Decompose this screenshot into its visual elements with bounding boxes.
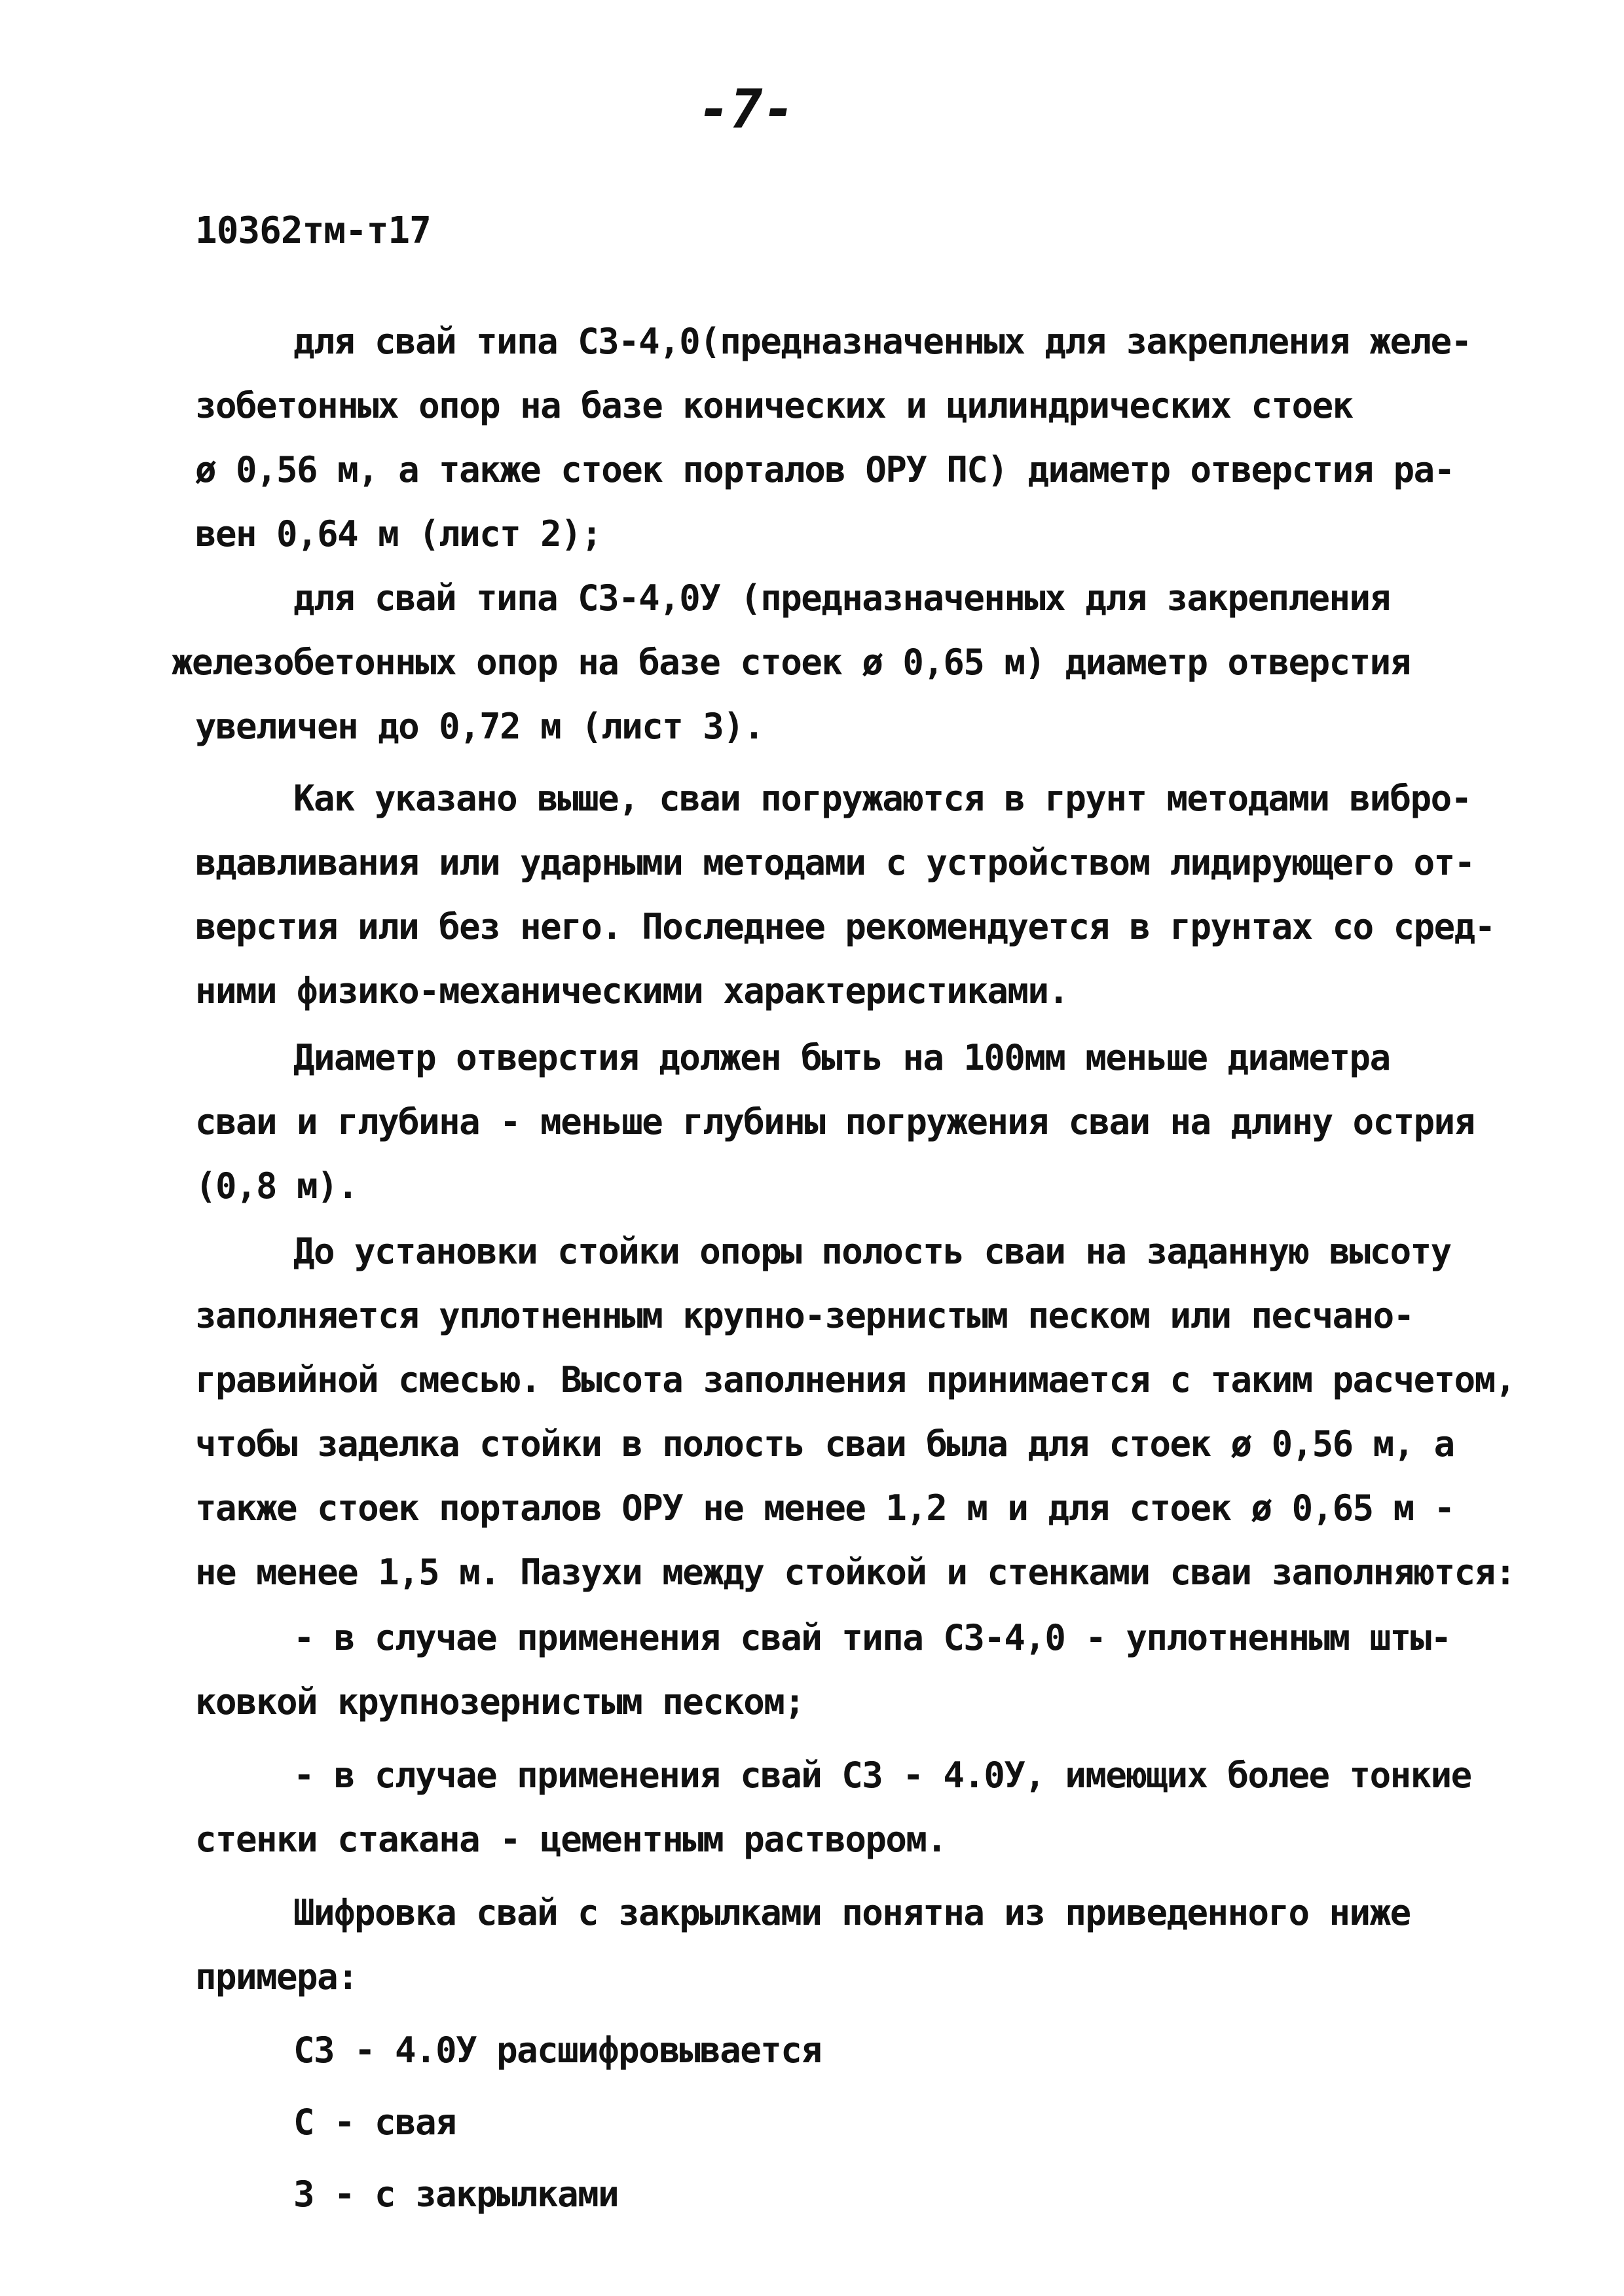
text-line: заполняется уплотненным крупно-зернистым песком или песчано- <box>195 1295 1414 1336</box>
document-code: 10362тм-т17 <box>195 210 431 252</box>
code-legend-item: С - свая <box>293 2102 456 2143</box>
text-line: ø 0,56 м, а также стоек порталов ОРУ ПС) диаметр отверстия ра- <box>195 449 1454 490</box>
text-line: также стоек порталов ОРУ не менее 1,2 м и для стоек ø 0,65 м - <box>195 1487 1454 1529</box>
text-line: Как указано выше, сваи погружаются в грунт методами вибро- <box>293 778 1471 819</box>
code-example: С3 - 4.0У расшифровывается <box>293 2030 822 2071</box>
text-line: ковкой крупнозернистым песком; <box>195 1681 805 1722</box>
text-line: вдавливания или ударными методами с устройством лидирующего от- <box>195 842 1475 883</box>
text-line: Диаметр отверстия должен быть на 100мм меньше диаметра <box>293 1037 1390 1078</box>
text-line: вен 0,64 м (лист 2); <box>195 513 602 555</box>
text-line: гравийной смесью. Высота заполнения принимается с таким расчетом, <box>195 1359 1515 1400</box>
code-legend-item: 3 - с закрылками <box>293 2174 619 2215</box>
text-line: для свай типа С3-4,0(предназначенных для закрепления желе- <box>293 321 1471 362</box>
page-number: -7- <box>697 79 796 141</box>
text-line: Шифровка свай с закрылками понятна из приведенного ниже <box>293 1892 1411 1933</box>
text-line: (0,8 м). <box>195 1165 358 1207</box>
list-item: - в случае применения свай С3 - 4.0У, имеющих более тонкие <box>293 1755 1471 1796</box>
text-line: стенки стакана - цементным раствором. <box>195 1819 947 1860</box>
text-line: не менее 1,5 м. Пазухи между стойкой и стенками сваи заполняются: <box>195 1552 1515 1593</box>
text-line: ними физико-механическими характеристиками. <box>195 970 1069 1011</box>
text-line: чтобы заделка стойки в полость сваи была для стоек ø 0,56 м, а <box>195 1423 1454 1465</box>
list-item: - в случае применения свай типа С3-4,0 - уплотненным шты- <box>293 1617 1451 1658</box>
text-line: примера: <box>195 1956 358 1997</box>
text-line: верстия или без него. Последнее рекомендуется в грунтах со сред- <box>195 906 1495 947</box>
text-line: железобетонных опор на базе стоек ø 0,65 м) диаметр отверстия <box>172 642 1411 683</box>
text-line: для свай типа С3-4,0У (предназначенных для закрепления <box>293 577 1390 619</box>
text-line: зобетонных опор на базе конических и цилиндрических стоек <box>195 385 1353 426</box>
text-line: увеличен до 0,72 м (лист 3). <box>195 706 764 747</box>
text-line: сваи и глубина - меньше глубины погружения сваи на длину острия <box>195 1101 1475 1142</box>
text-line: До установки стойки опоры полость сваи на заданную высоту <box>293 1231 1451 1272</box>
